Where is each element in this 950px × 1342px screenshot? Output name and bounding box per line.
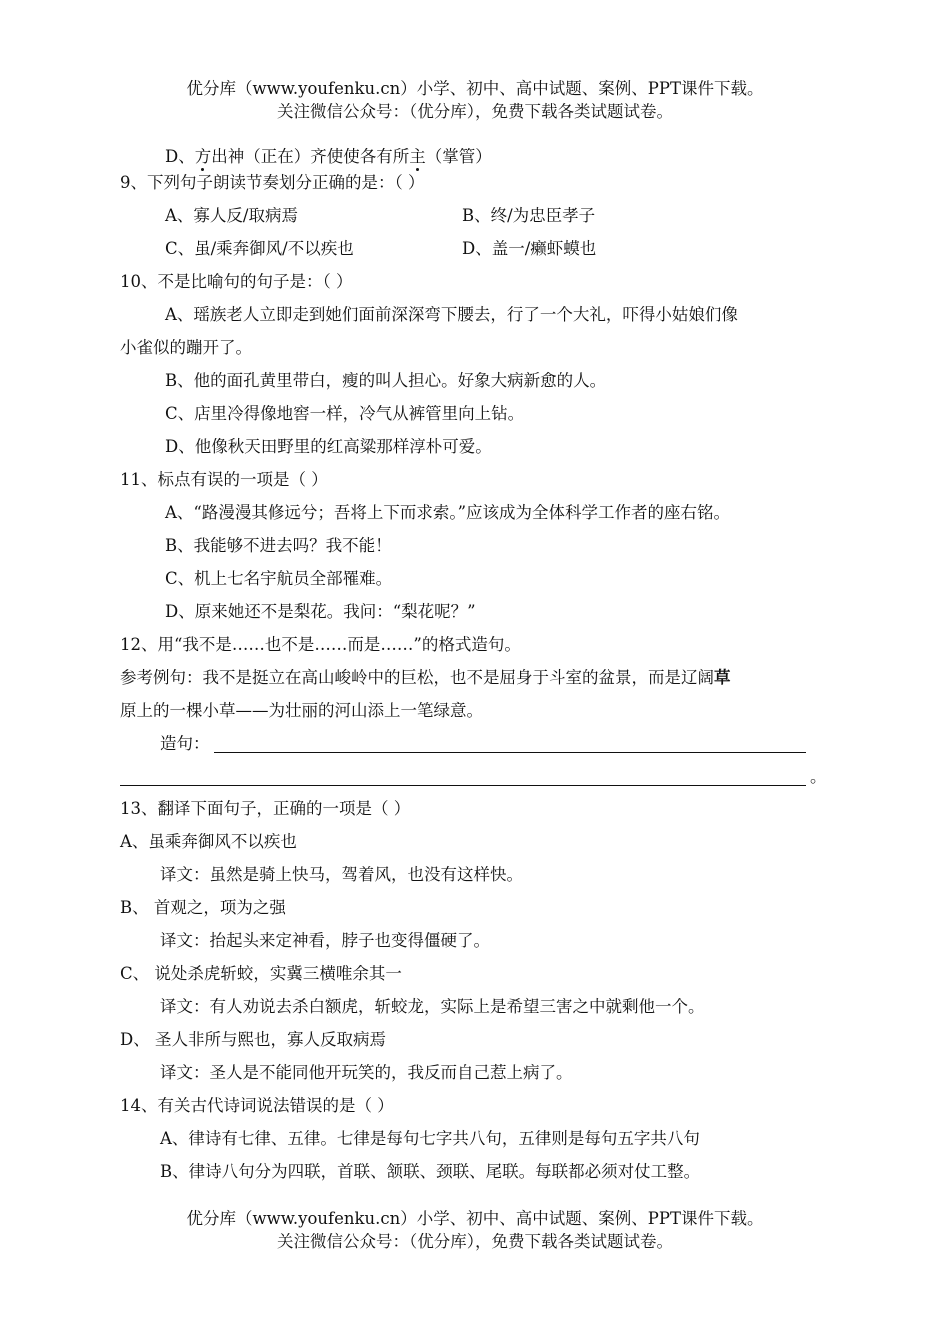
q10-option-c: C、店里冷得像地窖一样，冷气从裤管里向上钻。 [165,404,525,423]
q13-option-a-translation: 译文：虽然是骑上快马，驾着风，也没有这样快。 [160,865,523,884]
q12-example-line1 [120,667,731,689]
q12-example-line2: 原上的一棵小草——为壮丽的河山添上一笔绿意。 [120,701,483,720]
q10-stem: 10、不是比喻句的句子是：（ ） [120,272,353,291]
q11-option-b: B、我能够不进去吗？我不能！ [165,536,392,555]
header-line-1: 优分库（www.youfenku.cn）小学、初中、高中试题、案例、PPT课件下载。 [186,79,764,98]
q13-option-c-translation: 译文：有人劝说去杀白额虎，斩蛟龙，实际上是希望三害之中就剩他一个。 [160,997,705,1016]
q12-fill-label: 造句： [160,734,210,753]
q8-d-dotted-char-1: 方 [194,147,212,166]
q10-option-a-line2: 小雀似的蹦开了。 [120,338,252,357]
footer-line-1: 优分库（www.youfenku.cn）小学、初中、高中试题、案例、PPT课件下载。 [186,1209,764,1228]
q9-stem: 9、下列句子朗读节奏划分正确的是：（ ） [120,173,425,192]
q13-option-b: B、 首观之，项为之强 [120,898,286,917]
q8-d-gloss: （掌管） [425,147,492,166]
q13-option-b-translation: 译文：抬起头来定神看，脖子也变得僵硬了。 [160,931,490,950]
q13-option-d: D、 圣人非所与熙也，寡人反取病焉 [120,1030,386,1049]
q10-option-a-line1: A、瑶族老人立即走到她们面前深深弯下腰去，行了一个大礼，吓得小姑娘们像 [165,305,738,324]
q11-option-d: D、原来她还不是梨花。我问：“梨花呢？” [165,602,476,621]
q8-option-d [165,146,492,168]
q12-answer-line-1[interactable] [214,752,806,753]
q9-option-c: C、虽/乘奔御风/不以疾也 [165,239,354,258]
q14-option-a: A、律诗有七律、五律。七律是每句七字共八句，五律则是每句五字共八句 [160,1129,700,1148]
q12-answer-line-2[interactable] [120,785,806,786]
q11-stem: 11、标点有误的一项是（ ） [120,470,328,489]
footer-line-2: 关注微信公众号：（优分库），免费下载各类试题试卷。 [277,1232,673,1251]
q9-option-d: D、盖一/癞虾蟆也 [462,239,597,258]
header-line-2: 关注微信公众号：（优分库），免费下载各类试题试卷。 [277,102,673,121]
q11-option-a: A、“路漫漫其修远兮；吾将上下而求索。”应该成为全体科学工作者的座右铭。 [165,503,731,522]
q14-option-b: B、律诗八句分为四联，首联、颔联、颈联、尾联。每联都必须对仗工整。 [160,1162,701,1181]
q10-option-d: D、他像秋天田野里的红高粱那样淳朴可爱。 [165,437,492,456]
q8-d-text: 出神（正在）齐使使各有所 [211,147,410,166]
q13-option-a: A、虽乘奔御风不以疾也 [120,832,297,851]
q8-d-dotted-char-2: 主 [409,147,426,166]
q13-option-d-translation: 译文：圣人是不能同他开玩笑的，我反而自己惹上病了。 [160,1063,573,1082]
q12-example-bold-char: 草 [714,668,731,687]
q11-option-c: C、机上七名宇航员全部罹难。 [165,569,393,588]
q9-option-b: B、终/为忠臣孝子 [462,206,596,225]
q8-d-prefix: D、 [165,147,195,166]
q12-end-mark: 。 [810,767,827,786]
q13-option-c: C、 说处杀虎斩蛟，实冀三横唯余其一 [120,964,402,983]
q14-stem: 14、有关古代诗词说法错误的是（ ） [120,1096,394,1115]
q12-stem: 12、用“我不是……也不是……而是……”的格式造句。 [120,635,521,654]
q13-stem: 13、翻译下面句子，正确的一项是（ ） [120,799,411,818]
q12-example-text: 参考例句：我不是挺立在高山峻岭中的巨松，也不是屈身于斗室的盆景，而是辽阔 [120,668,714,687]
q9-option-a: A、寡人反/取病焉 [165,206,298,225]
q10-option-b: B、他的面孔黄里带白，瘦的叫人担心。好象大病新愈的人。 [165,371,607,390]
